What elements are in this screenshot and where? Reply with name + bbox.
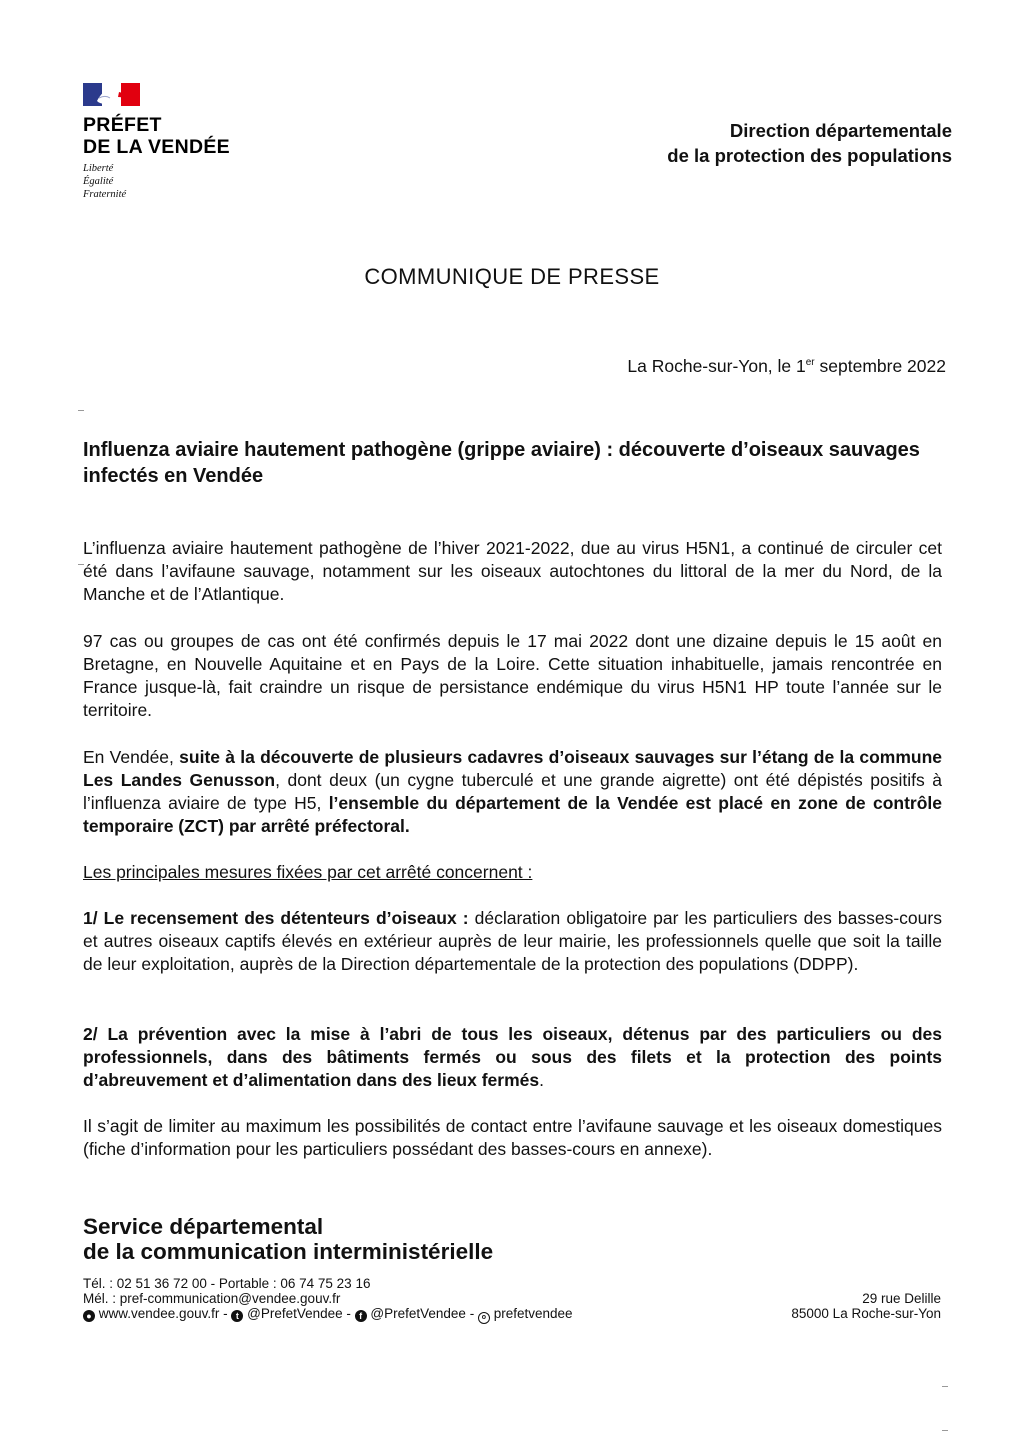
facebook-icon: f bbox=[355, 1310, 367, 1322]
issuing-direction bbox=[667, 118, 952, 168]
marianne-flag-icon bbox=[83, 83, 140, 106]
logo-line-prefet: PRÉFET bbox=[83, 114, 162, 136]
separator: - bbox=[219, 1306, 232, 1321]
direction-line-1: Direction départementale bbox=[729, 120, 952, 141]
dateline bbox=[627, 356, 946, 377]
motto-egalite: Égalité bbox=[83, 176, 114, 187]
instagram-icon: o bbox=[478, 1312, 490, 1324]
press-release-title: Influenza aviaire hautement pathogène (grippe aviaire) : découverte d’oiseaux sauvages infectés en Vendée bbox=[83, 439, 920, 487]
contact-email[interactable]: Mél. : pref-communication@vendee.gouv.fr bbox=[83, 1291, 341, 1306]
margin-mark bbox=[942, 1430, 948, 1431]
web-icon: ● bbox=[83, 1310, 95, 1322]
logo-line-vendee: DE LA VENDÉE bbox=[83, 136, 230, 158]
contact-phone: Tél. : 02 51 36 72 00 - Portable : 06 74 75 23 16 bbox=[83, 1276, 371, 1291]
measures-intro-text: Les principales mesures fixées par cet arrêté concernent : bbox=[83, 862, 533, 882]
p3-text-c: , dont deux (un cygne tuberculé et une grande aigrette) ont été dépistés positifs à l’influenza aviaire de type H5, bbox=[83, 770, 943, 813]
service-line-2: de la communication interministérielle bbox=[83, 1239, 494, 1264]
service-heading bbox=[83, 1214, 493, 1264]
measure-2 bbox=[83, 1023, 942, 1092]
service-line-1: Service départemental bbox=[83, 1214, 324, 1239]
motto-liberte: Liberté bbox=[83, 163, 114, 174]
paragraph-goal: Il s’agit de limiter au maximum les possibilités de contact entre l’avifaune sauvage et les oiseaux domestiques (fiche d’information pour les particuliers possédant des basses-cours en annexe). bbox=[83, 1116, 942, 1159]
paragraph-cases: 97 cas ou groupes de cas ont été confirmés depuis le 17 mai 2022 dont une dizaine depuis le 15 août en Bretagne, en Nouvelle Aquitaine et en Pays de la Loire. Cette situation inhabituelle, jamais rencontrée en France jusque-là, fait craindre un risque de persistance endémique du virus H5N1 HP toute l’année sur le territoire. bbox=[83, 631, 942, 720]
separator: - bbox=[342, 1306, 355, 1321]
paragraph-context: L’influenza aviaire hautement pathogène de l’hiver 2021-2022, due au virus H5N1, a continué de circuler cet été dans l’avifaune sauvage, notamment sur les oiseaux autochtones du littoral de la mer du Nord, de la Manche et de l’Atlantique. bbox=[83, 538, 942, 604]
instagram-link[interactable]: prefetvendee bbox=[493, 1306, 573, 1321]
measure-1 bbox=[83, 907, 942, 976]
separator: - bbox=[465, 1306, 478, 1321]
p3-text-a: En Vendée, bbox=[83, 747, 180, 767]
dateline-suffix: septembre 2022 bbox=[814, 356, 946, 376]
prefecture-logo bbox=[83, 83, 283, 201]
measure-2-heading: 2/ La prévention avec la mise à l’abri de tous les oiseaux, détenus par des particuliers ou des professionnels, dans des bâtiments fermés ou sous des filets et la protection des points d’abreuvement et d’alimentation dans des lieux fermés bbox=[83, 1024, 942, 1090]
direction-line-2: de la protection des populations bbox=[667, 145, 952, 166]
contact-block bbox=[83, 1276, 573, 1324]
margin-mark bbox=[942, 1386, 948, 1387]
postal-address bbox=[791, 1291, 941, 1321]
website-link[interactable]: www.vendee.gouv.fr bbox=[98, 1306, 220, 1321]
dateline-sup: er bbox=[805, 357, 815, 369]
p3-bold-b: suite à la découverte de plusieurs cadavres d’oiseaux sauvages sur l’étang de la commune Les Landes Genusson bbox=[83, 747, 942, 790]
p3-bold-d: l’ensemble du département de la Vendée est placé en zone de contrôle temporaire (ZCT) par arrêté préfectoral. bbox=[83, 793, 942, 836]
facebook-link[interactable]: @PrefetVendee bbox=[370, 1306, 466, 1321]
document-type-heading: COMMUNIQUE DE PRESSE bbox=[364, 264, 660, 289]
dateline-prefix: La Roche-sur-Yon, le 1 bbox=[627, 356, 806, 376]
address-line-2: 85000 La Roche-sur-Yon bbox=[791, 1306, 941, 1321]
contact-social-row bbox=[83, 1306, 573, 1324]
paragraph-vendee bbox=[83, 746, 942, 838]
measure-1-heading: 1/ Le recensement des détenteurs d’oiseaux : bbox=[83, 908, 469, 928]
margin-mark bbox=[78, 410, 84, 411]
measures-intro bbox=[83, 861, 942, 884]
motto-fraternite: Fraternité bbox=[83, 189, 127, 200]
twitter-link[interactable]: @PrefetVendee bbox=[247, 1306, 343, 1321]
address-line-1: 29 rue Delille bbox=[862, 1291, 941, 1306]
measure-2-text: . bbox=[539, 1070, 544, 1090]
twitter-icon: t bbox=[231, 1310, 243, 1322]
measure-1-text: déclaration obligatoire par les particuliers des basses-cours et autres oiseaux captifs élevés en extérieur auprès de leur mairie, les professionnels quelle que soit la taille de leur exploitation, auprès de la Direction départementale de la protection des populations (DDPP). bbox=[83, 908, 942, 974]
